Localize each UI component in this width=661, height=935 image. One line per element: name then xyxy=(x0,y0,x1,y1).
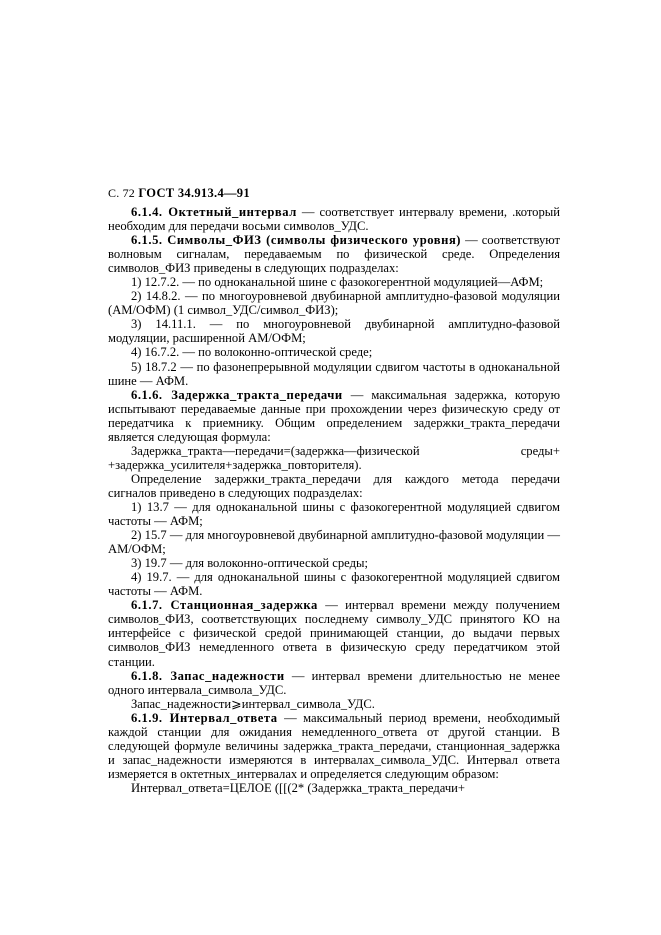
paragraph xyxy=(108,205,560,233)
paragraph xyxy=(108,500,560,528)
paragraph-text: — максимальный период времени, необходимый каждой станции для ожидания немедленного_ответа от другой станции. В следующей формуле величины задержка_тракта_передачи, станционная_задержка и запас_надежности измеряются в интервалах_символа_УДС. Интервал ответа измеряется в октетных_интервалах и определяется следующим образом: xyxy=(108,710,560,781)
paragraph xyxy=(108,360,560,388)
paragraph-text: 1) 13.7 — для одноканальной шины с фазокогерентной модуляцией сдвигом частоты — АФМ; xyxy=(108,499,560,529)
page-number: С. 72 xyxy=(108,186,136,200)
paragraph-text: 4) 16.7.2. — по волоконно-оптической среде; xyxy=(131,345,373,360)
clause-heading: 6.1.9. Интервал_ответа xyxy=(131,710,278,725)
paragraph-text: 3) 19.7 — для волоконно-оптической среды; xyxy=(131,556,368,571)
paragraph-text: — соответствует интервалу времени, .который необходим для передачи восьми символов_УДС. xyxy=(108,205,560,234)
paragraph-text: Интервал_ответа=ЦЕЛОЕ ([[(2* (Задержка_тракта_передачи+ xyxy=(131,780,466,795)
paragraph-text: — соответствуют волновым сигналам, передаваемым по физической среде. Определения символов_ФИЗ приведены в следующих подразделах: xyxy=(108,233,561,276)
paragraph-text: — интервал времени между получением символов_ФИЗ, соответствующих последнему символу_УДС принятого КО на интерфейсе с физической средой принимающей станции, до выдачи первых символов_ФИЗ немедленного ответа в физическую среду передатчиком этой станции. xyxy=(108,598,560,669)
paragraph xyxy=(108,669,560,697)
paragraph-text: 3) 14.11.1. — по многоуровневой двубинарной амплитудно-фазовой модуляции, расширенной АМ/ОФМ; xyxy=(108,317,560,346)
clause-heading: 6.1.8. Запас_надежности xyxy=(131,668,285,683)
paragraph xyxy=(108,598,560,668)
paragraph xyxy=(108,233,560,275)
paragraph xyxy=(108,781,560,795)
paragraph xyxy=(108,317,560,345)
paragraph-text: 4) 19.7. — для одноканальной шины с фазокогерентной модуляцией сдвигом частоты — АФМ. xyxy=(108,570,560,599)
paragraph-text: 2) 15.7 — для многоуровневой двубинарной амплитудно-фазовой модуляции — АМ/ОФМ; xyxy=(108,528,560,557)
paragraph xyxy=(108,388,560,444)
paragraph-text: Определение задержки_тракта_передачи для каждого метода передачи сигналов приведено в следующих подразделах: xyxy=(108,471,560,500)
clause-heading: 6.1.5. Символы_ФИЗ (символы физического уровня) xyxy=(131,233,462,248)
clause-heading: 6.1.7. Станционная_задержка xyxy=(131,598,318,613)
paragraph xyxy=(108,528,560,556)
paragraph xyxy=(108,556,560,570)
paragraph-text: — интервал времени длительностью не менее одного интервала_символа_УДС. xyxy=(108,668,560,697)
clause-heading: 6.1.6. Задержка_тракта_передачи xyxy=(131,387,343,402)
paragraph xyxy=(108,570,560,598)
paragraph xyxy=(108,275,560,289)
paragraph-text: Запас_надежности⩾интервал_символа_УДС. xyxy=(131,696,375,711)
paragraph xyxy=(108,711,560,781)
paragraph-text: 2) 14.8.2. — по многоуровневой двубинарной амплитудно-фазовой модуляции (АМ/ОФМ) (1 символ_УДС/символ_ФИЗ); xyxy=(108,289,560,318)
paragraph xyxy=(108,697,560,711)
clause-heading: 6.1.4. Октетный_интервал xyxy=(131,205,297,219)
paragraph-text: Задержка_тракта—передачи=(задержка—физической среды+ +задержка_усилителя+задержка_повторителя). xyxy=(108,443,560,472)
page-header xyxy=(108,186,568,201)
paragraph-text: 5) 18.7.2 — по фазонепрерывной модуляции сдвигом частоты в одноканальной шине — АФМ. xyxy=(108,359,560,388)
standard-designation: ГОСТ 34.913.4—91 xyxy=(138,186,250,200)
document-body xyxy=(108,205,560,795)
paragraph xyxy=(108,289,560,317)
paragraph xyxy=(108,472,560,500)
paragraph xyxy=(108,345,560,359)
paragraph-text: — максимальная задержка, которую испытывают передаваемые данные при прохождении через физическую среду от передатчика к приемнику. Общим определением задержки_тракта_передачи является следующая формула: xyxy=(108,387,560,444)
paragraph xyxy=(108,444,560,472)
paragraph-text: 1) 12.7.2. — по одноканальной шине с фазокогерентной модуляцией—АФМ; xyxy=(131,275,544,290)
